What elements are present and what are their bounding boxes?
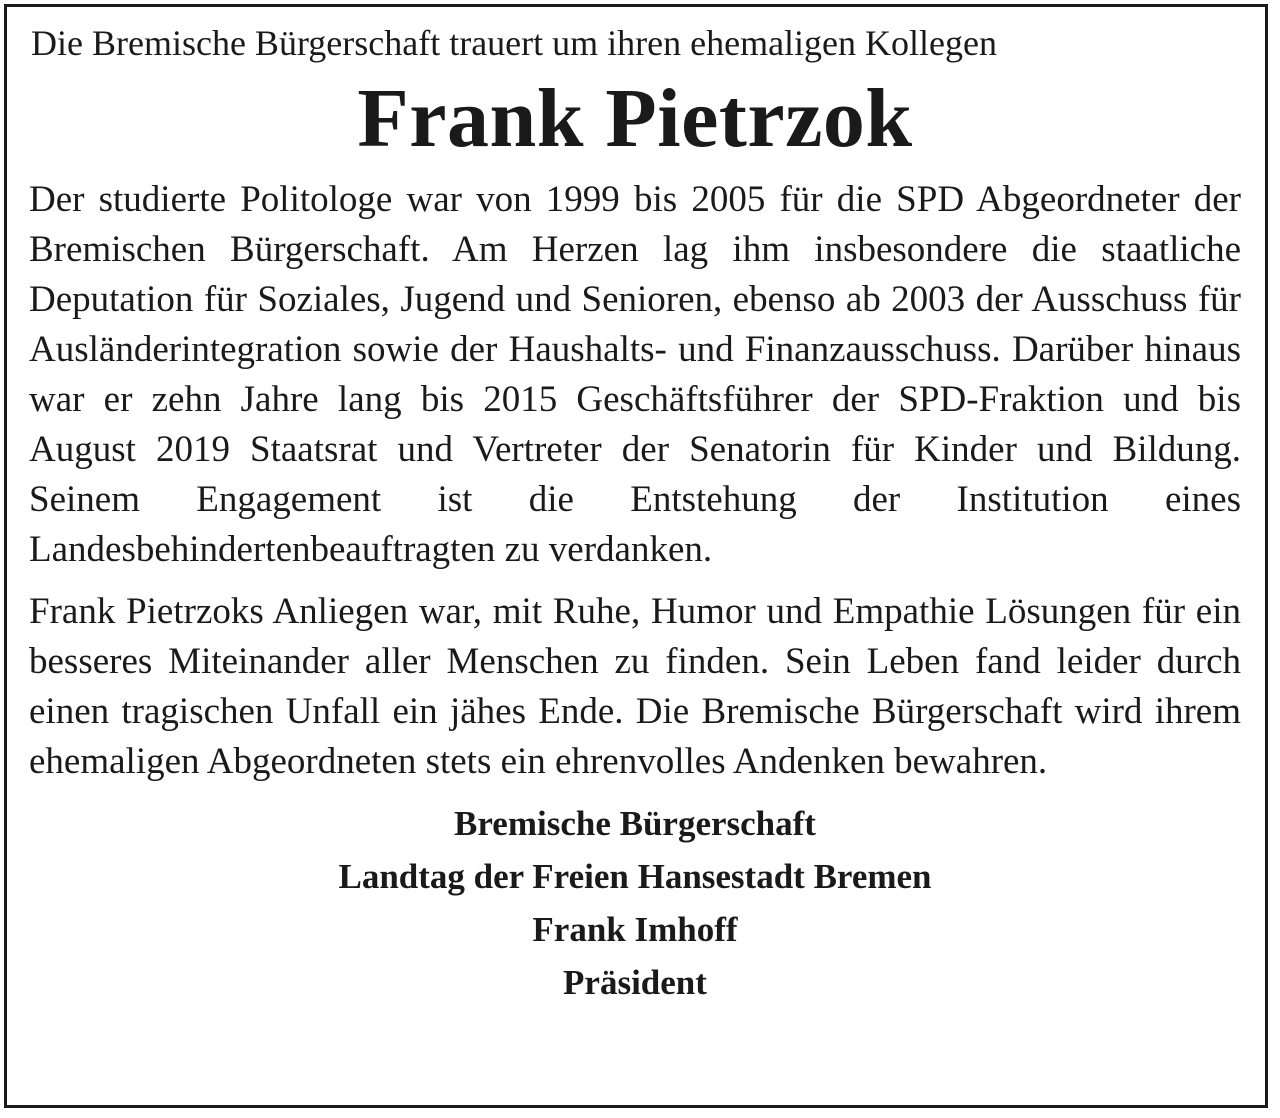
deceased-name: Frank Pietrzok	[357, 72, 913, 165]
signature-person: Frank Imhoff	[532, 910, 738, 949]
signature-block	[29, 797, 1241, 1009]
biography-paragraph: Der studierte Politologe war von 1999 bis 2005 für die SPD Abgeordneter der Bremischen Bürgerschaft. Am Herzen lag ihm insbesondere die staatliche Deputation für Soziales, Jugend und Senioren, ebenso ab 2003 der Ausschuss für Ausländerintegration sowie der Haushalts- und Finanzausschuss. Darüber hinaus war er zehn Jahre lang bis 2015 Geschäftsführer der SPD-Fraktion und bis August 2019 Staatsrat und Vertreter der Senatorin für Kinder und Bildung. Seinem Engagement ist die Entstehung der Institution eines Landesbehindertenbeauftragten zu verdanken.	[29, 179, 1241, 570]
signature-organization: Bremische Bürgerschaft	[454, 804, 816, 843]
signature-parliament: Landtag der Freien Hansestadt Bremen	[338, 857, 932, 896]
tribute-paragraph: Frank Pietrzoks Anliegen war, mit Ruhe, Humor und Empathie Lösungen für ein besseres Miteinander aller Menschen zu finden. Sein Leben fand leider durch einen tragischen Unfall ein jähes Ende. Die Bremische Bürgerschaft wird ihrem ehemaligen Abgeordneten stets ein ehrenvolles Andenken bewahren.	[29, 591, 1241, 782]
signature-role: Präsident	[563, 963, 707, 1002]
intro-line: Die Bremische Bürgerschaft trauert um ihren ehemaligen Kollegen	[31, 23, 997, 63]
obituary-notice	[4, 4, 1268, 1108]
